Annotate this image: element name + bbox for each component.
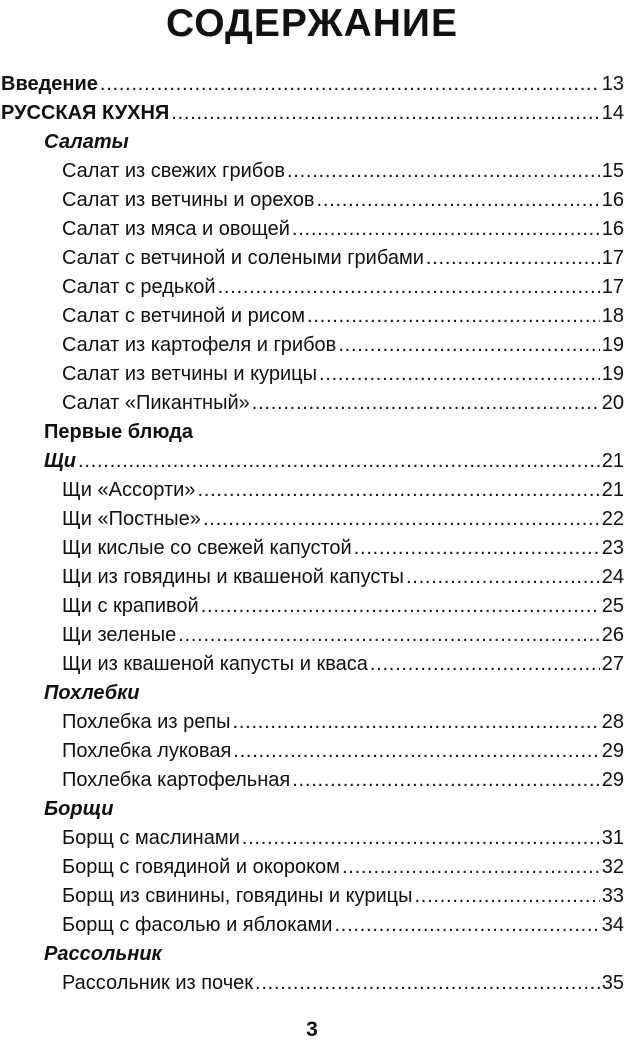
toc-entry[interactable]: [0, 824, 624, 853]
dot-leader: [414, 882, 599, 911]
dot-leader: [201, 592, 600, 621]
toc-entry-title: Щи: [44, 450, 76, 472]
toc-entry[interactable]: [0, 621, 624, 650]
toc-entry-title: Салат из ветчины и орехов: [62, 189, 315, 211]
toc-entry-page: 34: [601, 914, 624, 936]
dot-leader: [203, 505, 600, 534]
page-title: СОДЕРЖАНИЕ: [166, 2, 458, 45]
toc-entry[interactable]: [0, 534, 624, 563]
toc-entry[interactable]: [0, 853, 624, 882]
toc-entry-title: Салат «Пикантный»: [62, 392, 250, 414]
toc-entry[interactable]: [0, 186, 624, 215]
toc-entry-page: 21: [601, 479, 624, 501]
toc-entry-title: Похлебки: [44, 682, 140, 704]
dot-leader: [406, 563, 600, 592]
dot-leader: [307, 302, 600, 331]
toc-entry-page: 29: [601, 740, 624, 762]
toc-entry-page: 15: [601, 160, 624, 182]
dot-leader: [287, 157, 600, 186]
toc-entry-page: 26: [601, 624, 624, 646]
page-number: 3: [306, 1018, 318, 1041]
toc-entry-title: Салат из свежих грибов: [62, 160, 285, 182]
dot-leader: [100, 70, 600, 99]
toc-entry-page: 25: [601, 595, 624, 617]
toc-entry-page: 19: [601, 363, 624, 385]
dot-leader: [338, 331, 599, 360]
dot-leader: [218, 273, 600, 302]
dot-leader: [334, 911, 599, 940]
toc-section-heading[interactable]: [0, 418, 624, 447]
toc-entry-title: Первые блюда: [44, 421, 193, 443]
toc-entry-page: 14: [601, 102, 624, 124]
toc-entry-title: Салат с редькой: [62, 276, 216, 298]
toc-entry-page: 22: [601, 508, 624, 530]
toc-entry-page: 18: [601, 305, 624, 327]
toc-entry-page: 16: [601, 218, 624, 240]
dot-leader: [354, 534, 600, 563]
toc-entry-title: Рассольник: [44, 943, 162, 965]
toc-section-heading[interactable]: [0, 795, 624, 824]
toc-section-heading[interactable]: [0, 447, 624, 476]
toc-entry-title: Щи из говядины и квашеной капусты: [62, 566, 404, 588]
toc-entry-page: 29: [601, 769, 624, 791]
toc-entry-title: Похлебка картофельная: [62, 769, 291, 791]
toc-entry-title: Щи с крапивой: [62, 595, 199, 617]
toc-entry[interactable]: [0, 592, 624, 621]
toc-entry-title: Борщи: [44, 798, 114, 820]
dot-leader: [252, 389, 600, 418]
dot-leader: [319, 360, 600, 389]
dot-leader: [292, 215, 600, 244]
toc-entry[interactable]: [0, 273, 624, 302]
toc-entry[interactable]: [0, 911, 624, 940]
toc-entry-page: 35: [601, 972, 624, 994]
dot-leader: [292, 766, 600, 795]
dot-leader: [233, 708, 600, 737]
toc-entry-title: Щи «Ассорти»: [62, 479, 196, 501]
toc-entry-page: 13: [601, 73, 624, 95]
toc-section-heading[interactable]: [0, 940, 624, 969]
toc-entry[interactable]: [0, 882, 624, 911]
toc-entry-title: Щи кислые со свежей капустой: [62, 537, 352, 559]
toc-entry-page: 17: [601, 276, 624, 298]
toc-entry-title: Рассольник из почек: [62, 972, 254, 994]
dot-leader: [197, 476, 599, 505]
toc-entry[interactable]: [0, 157, 624, 186]
toc-entry[interactable]: [0, 708, 624, 737]
toc-entry[interactable]: [0, 766, 624, 795]
dot-leader: [255, 969, 600, 998]
toc-section-heading[interactable]: [0, 679, 624, 708]
toc-entry[interactable]: [0, 505, 624, 534]
dot-leader: [171, 99, 599, 128]
dot-leader: [233, 737, 599, 766]
toc-entry-page: 31: [601, 827, 624, 849]
toc-entry-title: Борщ с фасолью и яблоками: [62, 914, 333, 936]
toc-entry[interactable]: [0, 563, 624, 592]
toc-section-heading[interactable]: [0, 128, 624, 157]
toc-entry[interactable]: [0, 360, 624, 389]
toc-entry-page: 20: [601, 392, 624, 414]
dot-leader: [342, 853, 600, 882]
toc-entry-title: Салаты: [44, 131, 129, 153]
toc-entry-title: Салат с ветчиной и солеными грибами: [62, 247, 424, 269]
toc-entry-title: Щи из квашеной капусты и кваса: [62, 653, 368, 675]
dot-leader: [426, 244, 600, 273]
toc-entry-title: Салат из картофеля и грибов: [62, 334, 337, 356]
toc-entry[interactable]: [0, 969, 624, 998]
toc-entry-page: 32: [601, 856, 624, 878]
toc-entry-title: Салат с ветчиной и рисом: [62, 305, 306, 327]
toc-entry-title: Введение: [1, 73, 98, 95]
dot-leader: [242, 824, 600, 853]
toc-entry-page: 27: [601, 653, 624, 675]
toc-entry[interactable]: [0, 215, 624, 244]
toc-entry[interactable]: [0, 302, 624, 331]
toc-entry-title: Похлебка из репы: [62, 711, 231, 733]
toc-entry-title: Салат из ветчины и курицы: [62, 363, 317, 385]
toc-entry-page: 19: [601, 334, 624, 356]
dot-leader: [178, 621, 600, 650]
toc-entry-title: Борщ с говядиной и окороком: [62, 856, 340, 878]
toc-entry-page: 16: [601, 189, 624, 211]
dot-leader: [78, 447, 600, 476]
toc-entry-page: 17: [601, 247, 624, 269]
toc-entry-page: 21: [601, 450, 624, 472]
toc-entry[interactable]: [0, 244, 624, 273]
dot-leader: [370, 650, 600, 679]
toc-entry-page: 23: [601, 537, 624, 559]
table-of-contents: [0, 70, 624, 998]
toc-entry[interactable]: [0, 650, 624, 679]
toc-entry-title: РУССКАЯ КУХНЯ: [1, 102, 170, 124]
toc-entry-title: Салат из мяса и овощей: [62, 218, 290, 240]
dot-leader: [317, 186, 600, 215]
toc-entry-title: Похлебка луковая: [62, 740, 232, 762]
toc-entry-page: 33: [601, 885, 624, 907]
toc-entry-page: 28: [601, 711, 624, 733]
toc-entry-title: Щи зеленые: [62, 624, 177, 646]
toc-entry[interactable]: [0, 737, 624, 766]
toc-section-heading[interactable]: [0, 99, 624, 128]
toc-entry-title: Борщ с маслинами: [62, 827, 240, 849]
toc-entry[interactable]: [0, 476, 624, 505]
toc-entry[interactable]: [0, 389, 624, 418]
toc-entry-title: Борщ из свинины, говядины и курицы: [62, 885, 413, 907]
toc-entry-title: Щи «Постные»: [62, 508, 201, 530]
toc-section-heading[interactable]: [0, 70, 624, 99]
toc-entry[interactable]: [0, 331, 624, 360]
toc-entry-page: 24: [601, 566, 624, 588]
